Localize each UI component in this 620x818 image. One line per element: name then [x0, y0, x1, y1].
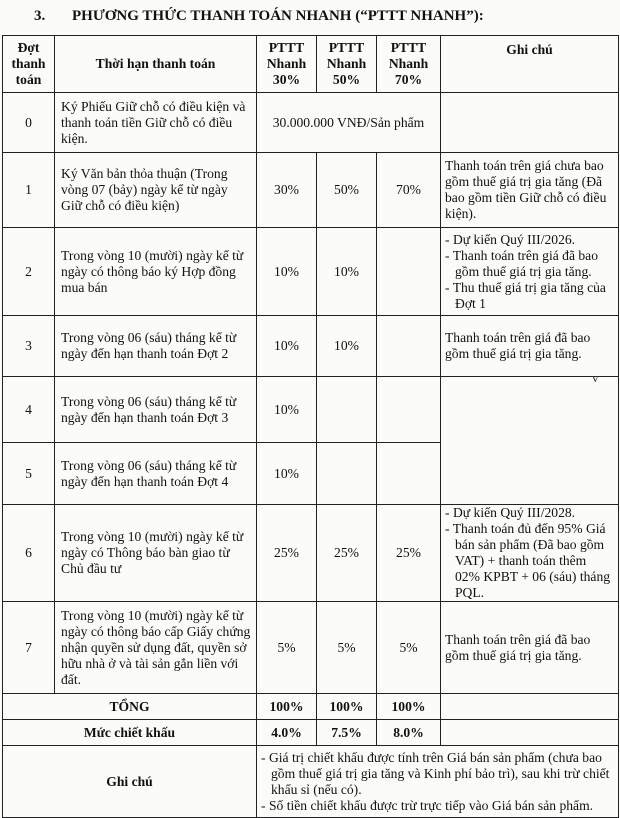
discount-note [441, 720, 619, 746]
row-note [441, 228, 619, 316]
footer-row [3, 746, 619, 818]
row-p30: 10% [257, 377, 317, 443]
col-header-dot: Đợt thanh toán [3, 36, 55, 93]
row-dot: 1 [3, 153, 55, 228]
row-p30: 30% [257, 153, 317, 228]
row-p70: 25% [377, 505, 441, 602]
row-p30: 10% [257, 228, 317, 316]
row-p30: 5% [257, 602, 317, 694]
row-note: Thanh toán trên giá đã bao gồm thuế giá trị gia tăng. [441, 602, 619, 694]
total-p50: 100% [317, 694, 377, 720]
row-thoi-han: Trong vòng 06 (sáu) tháng kể từ ngày đến hạn thanh toán Đợt 2 [55, 316, 257, 377]
row-p70 [377, 316, 441, 377]
table-row [3, 316, 619, 377]
handwritten-mark: v [592, 370, 599, 385]
row-p70: 5% [377, 602, 441, 694]
footer-label: Ghi chú [3, 746, 257, 818]
row-p70: 70% [377, 153, 441, 228]
section-heading [34, 8, 484, 25]
discount-label: Mức chiết khấu [3, 720, 257, 746]
section-number: 3. [34, 8, 46, 24]
row-thoi-han: Trong vòng 10 (mười) ngày kể từ ngày có thông báo cấp Giấy chứng nhận quyền sử dụng đất, quyền sở hữu nhà ở và tài sản gắn liền với đất. [55, 602, 257, 694]
row-dot: 4 [3, 377, 55, 443]
total-row [3, 694, 619, 720]
note-item: - Thu thuế giá trị gia tăng của Đợt 1 [445, 280, 614, 312]
row-dot: 7 [3, 602, 55, 694]
row-p50: 10% [317, 228, 377, 316]
table-row [3, 505, 619, 602]
row-note: Thanh toán trên giá chưa bao gồm thuế giá trị gia tăng (Đã bao gồm tiền Giữ chỗ có điều kiện). [441, 153, 619, 228]
footer-notes [257, 746, 619, 818]
total-p70: 100% [377, 694, 441, 720]
table-header-row [3, 36, 619, 93]
row-p30: 10% [257, 443, 317, 505]
discount-p30: 4.0% [257, 720, 317, 746]
row-p70 [377, 443, 441, 505]
payment-schedule-table [2, 35, 619, 818]
section-title: PHƯƠNG THỨC THANH TOÁN NHANH (“PTTT NHANH”): [72, 8, 484, 24]
row-thoi-han: Ký Văn bản thỏa thuận (Trong vòng 07 (bảy) ngày kể từ ngày Giữ chỗ có điều kiện) [55, 153, 257, 228]
total-note [441, 694, 619, 720]
table-row [3, 377, 619, 443]
note-item: - Dự kiến Quý III/2028. [445, 505, 614, 521]
col-header-70: PTTT Nhanh 70% [377, 36, 441, 93]
footer-note-item: - Số tiền chiết khấu được trừ trực tiếp vào Giá bán sản phẩm. [261, 798, 614, 814]
row-dot: 6 [3, 505, 55, 602]
discount-row [3, 720, 619, 746]
table-row [3, 602, 619, 694]
note-item: - Dự kiến Quý III/2026. [445, 232, 614, 248]
discount-p50: 7.5% [317, 720, 377, 746]
row-thoi-han: Trong vòng 10 (mười) ngày kể từ ngày có thông báo ký Hợp đồng mua bán [55, 228, 257, 316]
row-dot: 5 [3, 443, 55, 505]
row-thoi-han: Trong vòng 06 (sáu) tháng kể từ ngày đến hạn thanh toán Đợt 4 [55, 443, 257, 505]
row-p70 [377, 377, 441, 443]
note-item: - Thanh toán trên giá đã bao gồm thuế giá trị gia tăng. [445, 248, 614, 280]
table-row [3, 93, 619, 153]
row-p50: 50% [317, 153, 377, 228]
row-note [441, 505, 619, 602]
row-note: Thanh toán trên giá đã bao gồm thuế giá trị gia tăng. [441, 316, 619, 377]
col-header-thoi-han: Thời hạn thanh toán [55, 36, 257, 93]
col-header-ghi-chu: Ghi chú [441, 36, 619, 93]
row-dot: 2 [3, 228, 55, 316]
row-thoi-han: Ký Phiếu Giữ chỗ có điều kiện và thanh toán tiền Giữ chỗ có điều kiện. [55, 93, 257, 153]
row-note [441, 377, 619, 505]
total-p30: 100% [257, 694, 317, 720]
table-row [3, 153, 619, 228]
footer-note-item: - Giá trị chiết khấu được tính trên Giá bán sản phẩm (chưa bao gồm thuế giá trị gia tăng và Kinh phí bảo trì), sau khi trừ chiết khấu sỉ (nếu có). [261, 750, 614, 798]
row-thoi-han: Trong vòng 06 (sáu) tháng kể từ ngày đến hạn thanh toán Đợt 3 [55, 377, 257, 443]
row-p50 [317, 443, 377, 505]
note-item: - Thanh toán đủ đến 95% Giá bán sản phẩm (Đã bao gồm VAT) + thanh toán thêm 02% KPBT + 06 (sáu) tháng PQL. [445, 521, 614, 601]
total-label: TỔNG [3, 694, 257, 720]
discount-p70: 8.0% [377, 720, 441, 746]
row-merged-value: 30.000.000 VNĐ/Sản phẩm [257, 93, 441, 153]
row-p30: 10% [257, 316, 317, 377]
table-row [3, 228, 619, 316]
row-dot: 0 [3, 93, 55, 153]
row-p50: 5% [317, 602, 377, 694]
row-p30: 25% [257, 505, 317, 602]
col-header-30: PTTT Nhanh 30% [257, 36, 317, 93]
row-p50: 10% [317, 316, 377, 377]
row-dot: 3 [3, 316, 55, 377]
row-p50 [317, 377, 377, 443]
row-p50: 25% [317, 505, 377, 602]
row-p70 [377, 228, 441, 316]
col-header-50: PTTT Nhanh 50% [317, 36, 377, 93]
row-thoi-han: Trong vòng 10 (mười) ngày kể từ ngày có Thông báo bàn giao từ Chủ đầu tư [55, 505, 257, 602]
row-note [441, 93, 619, 153]
